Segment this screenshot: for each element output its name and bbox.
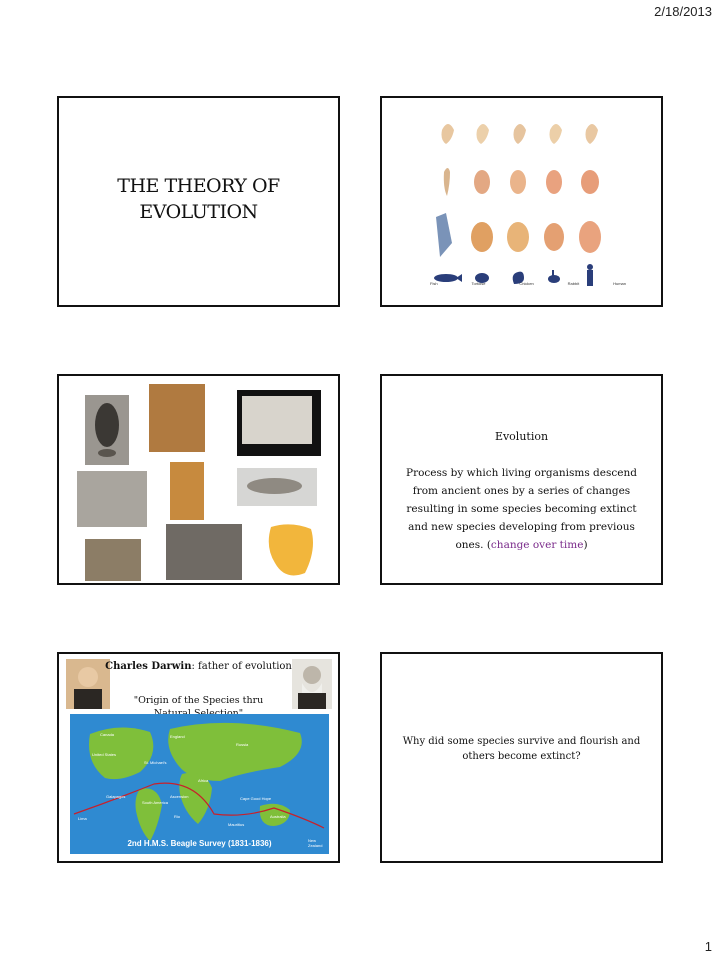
beagle-voyage-map	[70, 714, 329, 854]
extinction-question: Why did some species survive and flourish and others become extinct?	[402, 736, 641, 762]
darwin-role: : father of evolution	[191, 661, 292, 672]
darwin-title	[59, 661, 338, 672]
page-number: 1	[704, 939, 712, 954]
species-label: Tortoise	[471, 281, 486, 286]
embryo-row-late	[436, 213, 601, 257]
species-labels	[430, 281, 626, 286]
map-label: Canada	[100, 732, 115, 737]
slide-embryo-comparison	[380, 96, 663, 307]
stone-slab-image	[166, 524, 242, 580]
title-line-2: EVOLUTION	[139, 201, 258, 223]
map-label: St. Michael's	[144, 760, 167, 765]
map-label: Australia	[270, 814, 286, 819]
fern-fossil-image	[149, 384, 205, 452]
fish-cast-image	[237, 468, 317, 506]
slide-fossils	[57, 374, 340, 585]
slide-charles-darwin	[57, 652, 340, 863]
map-label: Russia	[236, 742, 249, 747]
map-label: England	[170, 734, 185, 739]
species-label: Fish	[430, 281, 438, 286]
map-label: Rio	[174, 814, 181, 819]
slide-title-text	[59, 173, 338, 225]
amber-image	[263, 519, 319, 579]
map-label: Galapagos	[106, 794, 126, 799]
book-title: "Origin of the Species thru	[133, 695, 264, 706]
map-label: Mauritius	[228, 822, 245, 827]
embryo-row-middle	[444, 168, 599, 196]
darwin-name: Charles Darwin	[105, 661, 192, 672]
definition-accent: change over time	[490, 539, 584, 551]
map-label: Ascension	[170, 794, 189, 799]
map-caption: 2nd H.M.S. Beagle Survey (1831-1836)	[127, 839, 272, 848]
species-label: Human	[613, 281, 626, 286]
definition-text: Process by which living organisms descend from ancient ones by a series of changes resulting in some species becoming extinct and new species developing from previous ones. (	[406, 467, 637, 551]
fish-fossil-image	[237, 390, 321, 456]
map-label: Lima	[78, 816, 87, 821]
slide-evolution-definition	[380, 374, 663, 585]
trilobite-amber-image	[170, 462, 204, 520]
species-label: Chicken	[519, 281, 534, 286]
map-label: United States	[92, 752, 117, 757]
slide-extinction-question	[380, 652, 663, 863]
trilobite-fossil-image	[85, 395, 129, 465]
map-label: Cape Good Hope	[240, 796, 272, 801]
slide-title	[57, 96, 340, 307]
species-label: Rabbit	[567, 281, 580, 286]
insect-fossil-image	[85, 539, 141, 581]
embryo-comparison-image	[432, 112, 622, 292]
title-line-1: THE THEORY OF	[117, 175, 280, 197]
evolution-definition	[404, 464, 639, 554]
map-label: New Zealand	[308, 838, 323, 848]
trilobite-icon	[85, 395, 129, 465]
amber-icon	[263, 519, 319, 579]
evolution-heading: Evolution	[494, 430, 549, 443]
rock-fossil-image	[77, 471, 147, 527]
embryo-row-early	[442, 124, 599, 144]
header-date: 2/18/2013	[654, 4, 712, 19]
definition-close: )	[583, 539, 588, 551]
map-label: South America	[142, 800, 169, 805]
map-label: Africa	[198, 778, 209, 783]
